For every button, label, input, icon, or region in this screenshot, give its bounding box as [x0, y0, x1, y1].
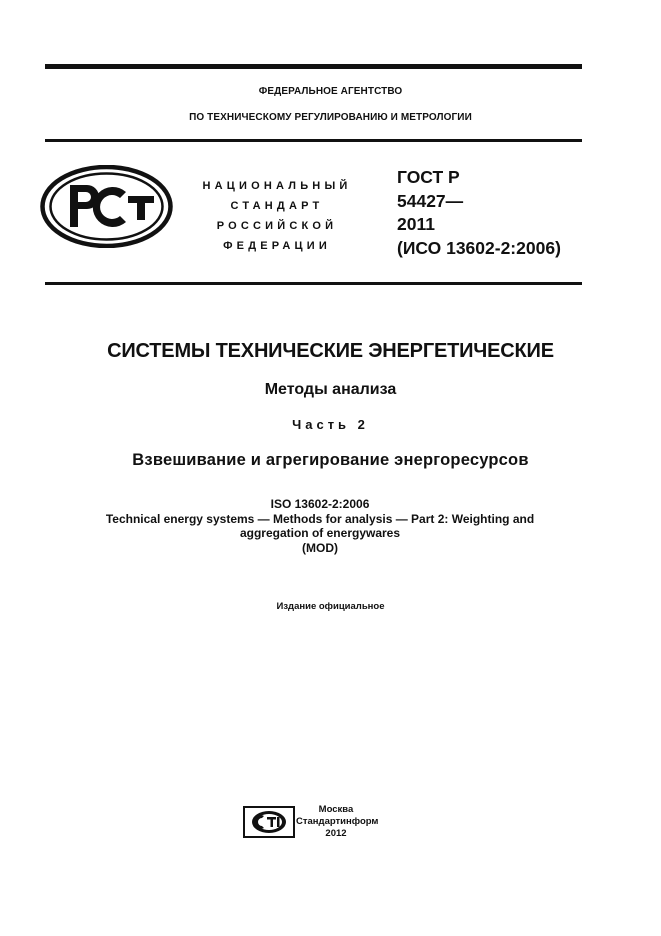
- publisher-year: 2012: [325, 828, 347, 839]
- national-standard-label: [192, 176, 362, 256]
- agency-line-2: ПО ТЕХНИЧЕСКОМУ РЕГУЛИРОВАНИЮ И МЕТРОЛОГИИ: [189, 112, 472, 123]
- gost-line-1: ГОСТ Р: [397, 167, 460, 187]
- part-title: Взвешивание и агрегирование энергоресурсов: [132, 451, 529, 469]
- national-line-3: РОССИЙСКОЙ: [216, 220, 338, 232]
- rst-gost-logo-icon: [40, 165, 173, 248]
- iso-line-2: Technical energy systems — Methods for analysis — Part 2: Weighting and: [105, 511, 535, 526]
- part-label: Часть 2: [292, 417, 369, 432]
- national-line-2: СТАНДАРТ: [230, 200, 324, 212]
- agency-line-1: ФЕДЕРАЛЬНОЕ АГЕНТСТВО: [258, 86, 403, 97]
- gost-designation: [397, 166, 561, 260]
- iso-line-4: (MOD): [302, 540, 338, 555]
- iso-reference: [60, 497, 580, 555]
- standartinform-logo-icon: [243, 806, 295, 838]
- gost-line-3: 2011: [397, 214, 435, 234]
- national-line-1: НАЦИОНАЛЬНЫЙ: [202, 180, 352, 192]
- document-title: СИСТЕМЫ ТЕХНИЧЕСКИЕ ЭНЕРГЕТИЧЕСКИЕ: [107, 340, 554, 362]
- gost-line-4: (ИСО 13602-2:2006): [397, 237, 561, 258]
- national-line-4: ФЕДЕРАЦИИ: [223, 240, 331, 252]
- publisher-name: Стандартинформ: [296, 816, 379, 827]
- block-rule: [45, 282, 582, 285]
- publisher-city: Москва: [318, 804, 354, 815]
- iso-line-3: aggregation of energywares: [239, 526, 401, 540]
- header-rule: [45, 139, 582, 142]
- publisher-info: [296, 804, 379, 840]
- top-rule: [45, 64, 582, 69]
- document-subtitle: Методы анализа: [264, 381, 397, 398]
- edition-label: Издание официальное: [276, 601, 385, 612]
- iso-line-1: ISO 13602-2:2006: [270, 497, 370, 511]
- gost-line-2: 54427—: [397, 190, 464, 211]
